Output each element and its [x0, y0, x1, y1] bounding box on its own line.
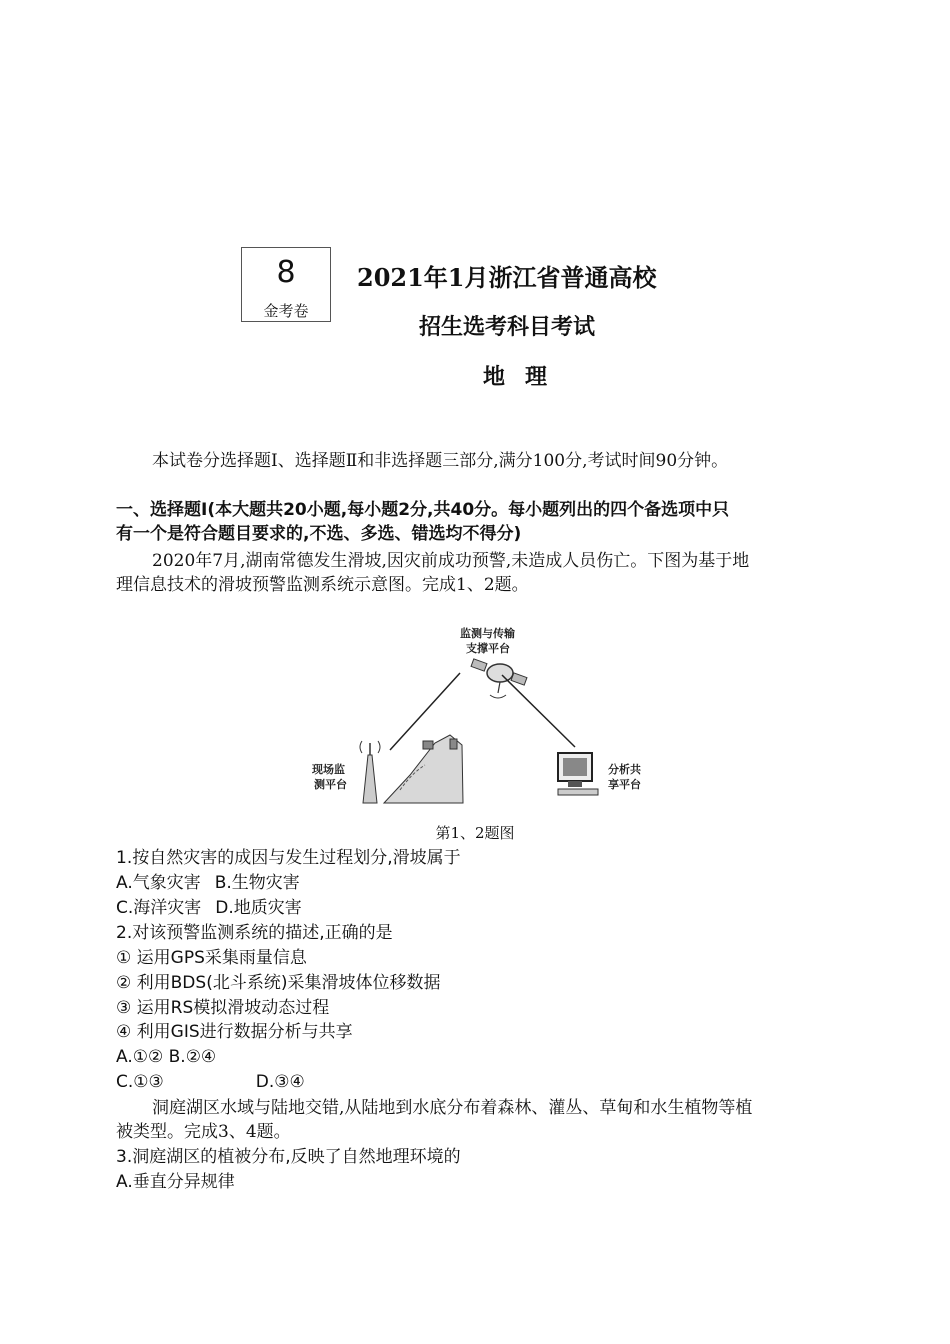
intro-text: 本试卷分选择题Ⅰ、选择题Ⅱ和非选择题三部分,满分100分,考试时间90分钟。 [152, 451, 729, 471]
q2-options-ab [116, 1046, 216, 1068]
q3-option-a: A.垂直分异规律 [116, 1172, 235, 1192]
q1-option-d: D.地质灾害 [215, 898, 302, 918]
field-label-2: 测平台 [314, 778, 347, 791]
q2-item-2: ② 利用BDS(北斗系统)采集滑坡体位移数据 [116, 973, 441, 993]
passage1-line-1: 2020年7月,湖南常德发生滑坡,因灾前成功预警,未造成人员伤亡。下图为基于地 [152, 551, 750, 571]
q1-options-cd [116, 897, 302, 919]
passage2-line-2: 被类型。完成3、4题。 [116, 1122, 291, 1142]
analysis-label-2: 享平台 [608, 778, 641, 791]
figure-caption: 第1、2题图 [435, 824, 515, 842]
field-monitoring-tower-icon [360, 741, 380, 803]
landslide-slope-icon [384, 735, 463, 803]
q2-stem: 2.对该预警监测系统的描述,正确的是 [116, 923, 393, 943]
badge-label: 金考卷 [263, 302, 309, 320]
q1-options-ab [116, 872, 300, 894]
title-line-1: 2021年1月浙江省普通高校 [357, 263, 657, 292]
q2-option-d: D.③④ [255, 1072, 305, 1092]
q1-stem: 1.按自然灾害的成因与发生过程划分,滑坡属于 [116, 848, 461, 868]
q2-option-b: B.②④ [168, 1047, 217, 1067]
q2-option-a: A.①② [116, 1047, 164, 1067]
title-line-2: 招生选考科目考试 [419, 314, 596, 340]
analysis-label-1: 分析共 [608, 763, 641, 776]
satellite-label-1: 监测与传输 [460, 627, 515, 640]
q2-option-c: C.①③ [116, 1072, 164, 1092]
q3-stem: 3.洞庭湖区的植被分布,反映了自然地理环境的 [116, 1147, 461, 1167]
satellite-label-2: 支撑平台 [466, 642, 510, 655]
section-heading-line-1: 一、选择题Ⅰ(本大题共20小题,每小题2分,共40分。每小题列出的四个备选项中只 [116, 500, 730, 520]
q1-option-b: B.生物灾害 [214, 873, 300, 893]
q1-option-a: A.气象灾害 [116, 873, 201, 893]
passage2-line-1: 洞庭湖区水域与陆地交错,从陆地到水底分布着森林、灌丛、草甸和水生植物等植 [152, 1098, 753, 1118]
q2-item-3: ③ 运用RS模拟滑坡动态过程 [116, 998, 330, 1018]
landslide-monitoring-diagram [300, 625, 660, 810]
exam-badge [241, 247, 331, 322]
q2-item-1: ① 运用GPS采集雨量信息 [116, 948, 307, 968]
badge-number: 8 [276, 255, 296, 290]
q1-option-c: C.海洋灾害 [116, 898, 202, 918]
q2-item-4: ④ 利用GIS进行数据分析与共享 [116, 1022, 353, 1042]
subject-title: 地理 [483, 364, 568, 390]
section-heading-line-2: 有一个是符合题目要求的,不选、多选、错选均不得分) [116, 524, 522, 544]
q2-options-cd [116, 1071, 305, 1093]
field-label-1: 现场监 [312, 763, 345, 776]
computer-icon [558, 753, 598, 795]
passage1-line-2: 理信息技术的滑坡预警监测系统示意图。完成1、2题。 [116, 575, 529, 595]
